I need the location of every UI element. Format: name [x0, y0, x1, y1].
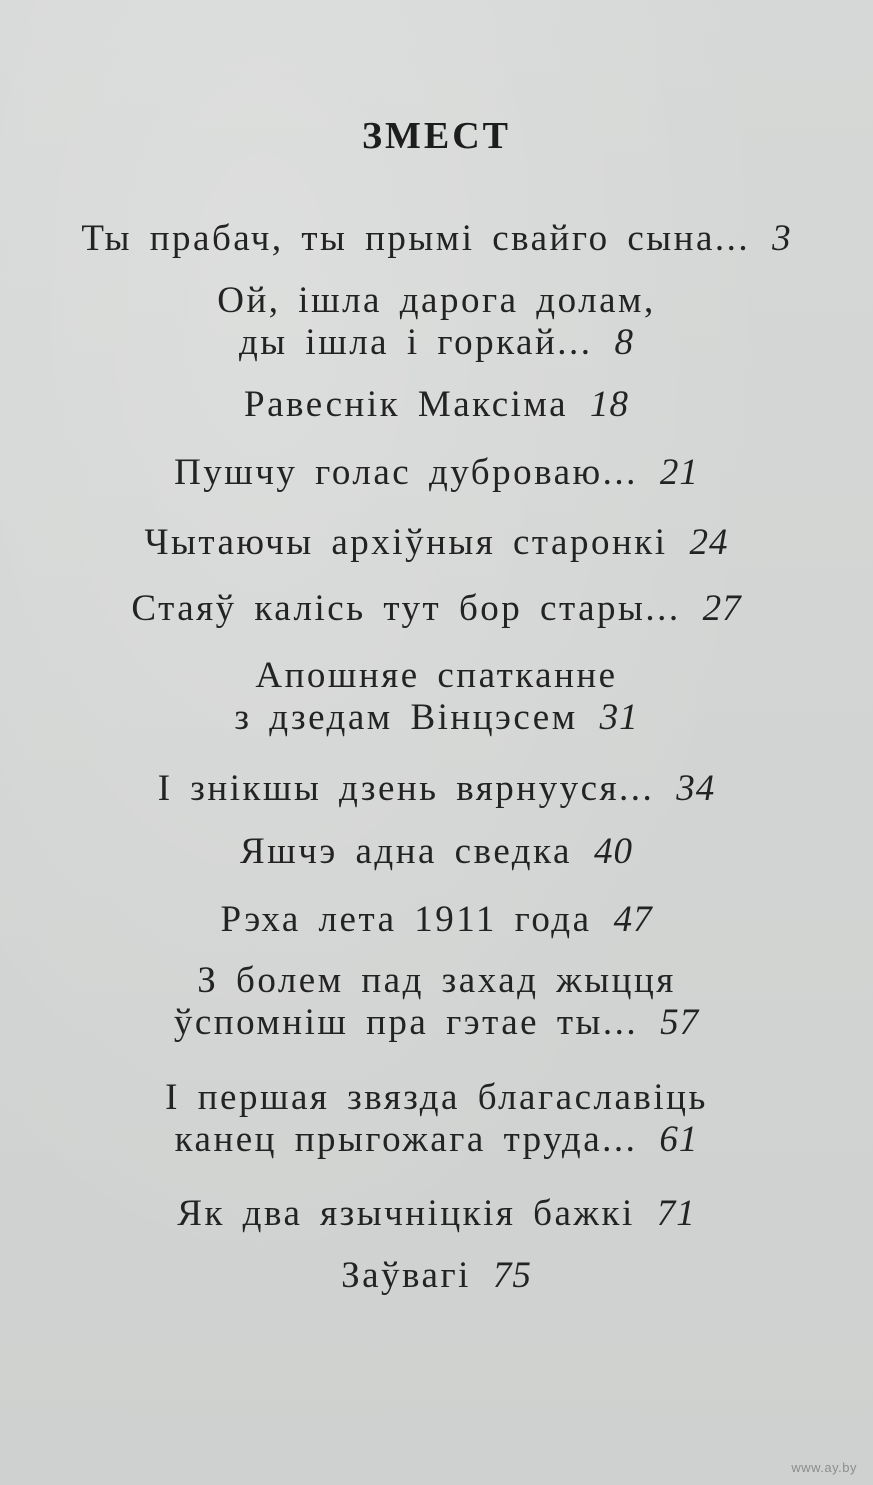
toc-entry-text: з дзедам Вінцэсем 31 [234, 697, 639, 738]
toc-entry-1 [0, 218, 873, 260]
toc-entry-text: Чытаючы архіўныя старонкі 24 [144, 522, 729, 563]
toc-page-number: 3 [772, 218, 792, 259]
toc-entry-text: Рэха лета 1911 года 47 [220, 899, 653, 940]
toc-entry-12 [0, 1077, 873, 1161]
toc-entry-text: канец прыгожага труда... 61 [174, 1119, 699, 1160]
toc-page-number: 24 [689, 522, 729, 563]
toc-entry-text: Ой, ішла дарога долам, [217, 280, 656, 321]
toc-entry-8 [0, 768, 873, 810]
toc-page-number: 34 [676, 768, 716, 809]
toc-page-number: 8 [614, 322, 634, 363]
toc-page-number: 18 [590, 384, 629, 425]
toc-page-number: 21 [659, 452, 699, 493]
toc-entry-13 [0, 1193, 873, 1235]
toc-page-number: 61 [659, 1119, 699, 1160]
toc-entry-text: Равеснік Максіма 18 [244, 384, 629, 425]
toc-page-number: 71 [656, 1193, 696, 1234]
toc-entry-text: Яшчэ адна сведка 40 [240, 831, 633, 872]
toc-page-number: 57 [660, 1002, 700, 1043]
toc-entry-text: Пушчу голас дуброваю... 21 [174, 452, 699, 493]
toc-entry-5 [0, 522, 873, 564]
toc-page-number: 47 [613, 899, 653, 940]
toc-entry-6 [0, 588, 873, 630]
watermark: www.ay.by [791, 1460, 857, 1475]
toc-entry-text: ўспомніш пра гэтае ты... 57 [173, 1002, 700, 1043]
toc-entry-2 [0, 280, 873, 364]
toc-entry-11 [0, 960, 873, 1044]
toc-entry-text: Як два язычніцкія бажкі 71 [177, 1193, 696, 1234]
toc-entry-14 [0, 1255, 873, 1297]
toc-entry-text: З болем пад захад жыцця [197, 960, 676, 1001]
toc-entry-text: І знікшы дзень вярнууся... 34 [157, 768, 716, 809]
toc-page-number: 31 [599, 697, 639, 738]
toc-entry-text: Заўвагі 75 [341, 1255, 532, 1296]
toc-entry-text: ды ішла і горкай... 8 [238, 322, 634, 363]
toc-entry-text: Апошняе спатканне [255, 655, 618, 696]
toc-entry-text: Ты прабач, ты прымі свайго сына... 3 [81, 218, 792, 259]
page-title: ЗМЕСТ [361, 115, 512, 157]
toc-entry-4 [0, 452, 873, 494]
toc-page-number: 75 [492, 1255, 532, 1296]
toc-page-number: 27 [702, 588, 742, 629]
toc-entry-3 [0, 384, 873, 426]
toc-entry-text: І першая звязда благаславіць [165, 1077, 708, 1118]
toc-entry-7 [0, 655, 873, 739]
toc-entry-9 [0, 831, 873, 873]
toc-entry-text: Стаяў калісь тут бор стары... 27 [131, 588, 742, 629]
toc-entry-10 [0, 899, 873, 941]
toc-page-number: 40 [593, 831, 633, 872]
